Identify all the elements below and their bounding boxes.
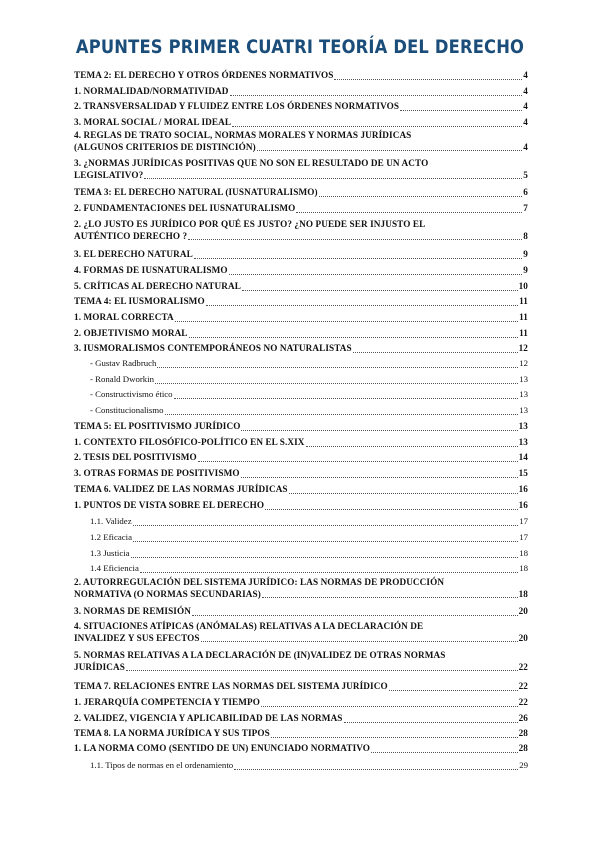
- toc-page-number: 20: [518, 632, 528, 643]
- dot-leader: [241, 477, 518, 478]
- toc-page-number: 5: [523, 169, 528, 180]
- toc-page-number: 18: [518, 588, 528, 599]
- toc-entry[interactable]: [74, 70, 528, 82]
- toc-entry-title: 4. FORMAS DE IUSNATURALISMO: [74, 265, 228, 275]
- toc-entry-title: 2. TRANSVERSALIDAD Y FLUIDEZ ENTRE LOS ÓRDENES NORMATIVOS: [74, 101, 400, 111]
- toc-entry-title-line1: 2. ¿LO JUSTO ES JURÍDICO POR QUÉ ES JUSTO? ¿NO PUEDE SER INJUSTO EL: [74, 219, 426, 229]
- toc-entry[interactable]: [74, 86, 528, 98]
- toc-entry-title: - Constructivismo ético: [90, 389, 173, 399]
- toc-page-number: 26: [518, 713, 528, 723]
- dot-leader: [257, 150, 523, 151]
- toc-entry[interactable]: [74, 577, 528, 600]
- toc-page-number: 18: [519, 563, 528, 573]
- dot-leader: [271, 737, 518, 738]
- toc-page-number: 11: [519, 296, 528, 306]
- toc-page-number: 13: [519, 374, 528, 384]
- toc-entry-title: 5. CRÍTICAS AL DERECHO NATURAL: [74, 281, 241, 291]
- toc-page-number: 9: [523, 249, 528, 259]
- toc-entry[interactable]: [74, 265, 528, 277]
- toc-entry-title: (ALGUNOS CRITERIOS DE DISTINCIÓN): [74, 141, 256, 152]
- toc-page-number: 22: [518, 681, 528, 691]
- dot-leader: [206, 305, 518, 306]
- toc-entry-title: TEMA 3: EL DERECHO NATURAL (IUSNATURALISMO): [74, 187, 318, 197]
- toc-page-number: 12: [518, 343, 528, 353]
- toc-page-number: 12: [519, 358, 528, 368]
- toc-entry-title: 1.1. Validez: [90, 516, 132, 526]
- toc-entry[interactable]: [74, 117, 528, 129]
- toc-entry[interactable]: [74, 437, 528, 449]
- toc-page-number: 16: [518, 500, 528, 510]
- toc-page-number: 28: [518, 728, 528, 738]
- toc-entry-title: 2. FUNDAMENTACIONES DEL IUSNATURALISMO: [74, 203, 296, 213]
- toc-entry[interactable]: [74, 130, 528, 153]
- toc-entry-title: 1. LA NORMA COMO (SENTIDO DE UN) ENUNCIADO NORMATIVO: [74, 743, 371, 753]
- toc-entry[interactable]: [90, 548, 528, 560]
- toc-entry[interactable]: [74, 281, 528, 293]
- toc-page-number: 22: [518, 661, 528, 672]
- toc-entry[interactable]: [74, 452, 528, 464]
- toc-entry[interactable]: [74, 101, 528, 113]
- toc-entry[interactable]: [74, 312, 528, 324]
- toc-entry-title: 3. MORAL SOCIAL / MORAL IDEAL: [74, 117, 232, 127]
- toc-page-number: 4: [523, 86, 528, 96]
- dot-leader: [334, 79, 522, 80]
- toc-entry-title: TEMA 8. LA NORMA JURÍDICA Y SUS TIPOS: [74, 728, 270, 738]
- dot-leader: [155, 383, 518, 384]
- toc-entry[interactable]: [74, 421, 528, 433]
- dot-leader: [174, 398, 519, 399]
- toc-entry-title: JURÍDICAS: [74, 661, 125, 672]
- dot-leader: [165, 414, 519, 415]
- toc-entry-title: AUTÉNTICO DERECHO ?: [74, 230, 188, 241]
- toc-page-number: 9: [523, 265, 528, 275]
- dot-leader: [229, 274, 523, 275]
- toc-entry-title: 3. NORMAS DE REMISIÓN: [74, 606, 191, 616]
- toc-entry[interactable]: [74, 219, 528, 242]
- toc-entry-title: 3. OTRAS FORMAS DE POSITIVISMO: [74, 468, 240, 478]
- dot-leader: [230, 95, 523, 96]
- toc-entry-title: 2. TESIS DEL POSITIVISMO: [74, 452, 197, 462]
- toc-page-number: 22: [518, 697, 528, 707]
- toc-entry-title: 1.4 Eficiencia: [90, 563, 139, 573]
- toc-entry[interactable]: [74, 713, 528, 725]
- dot-leader: [157, 367, 518, 368]
- dot-leader: [133, 541, 518, 542]
- toc-entry-title: INVALIDEZ Y SUS EFECTOS: [74, 632, 200, 643]
- toc-entry[interactable]: [74, 681, 528, 693]
- toc-entry[interactable]: [90, 374, 528, 386]
- dot-leader: [194, 258, 522, 259]
- dot-leader: [265, 509, 518, 510]
- dot-leader: [232, 126, 522, 127]
- toc-entry[interactable]: [90, 563, 528, 575]
- toc-entry-title: 1. CONTEXTO FILOSÓFICO-POLÍTICO EN EL S.XIX: [74, 437, 305, 447]
- toc-page-number: 13: [519, 389, 528, 399]
- toc-entry[interactable]: [74, 697, 528, 709]
- dot-leader: [198, 461, 518, 462]
- dot-leader: [371, 752, 518, 753]
- dot-leader: [262, 597, 518, 598]
- toc-entry-title-line1: 5. NORMAS RELATIVAS A LA DECLARACIÓN DE (IN)VALIDEZ DE OTRAS NORMAS: [74, 650, 446, 660]
- toc-page-number: 20: [518, 606, 528, 616]
- toc-entry[interactable]: [90, 516, 528, 528]
- toc-entry-title: 1. MORAL CORRECTA: [74, 312, 174, 322]
- dot-leader: [289, 493, 518, 494]
- toc-entry[interactable]: [74, 203, 528, 215]
- toc-entry[interactable]: [90, 532, 528, 544]
- dot-leader: [296, 212, 522, 213]
- toc-entry-title: LEGISLATIVO?: [74, 169, 144, 180]
- toc-page-number: 17: [519, 516, 528, 526]
- dot-leader: [133, 525, 519, 526]
- toc-entry-title: 1. PUNTOS DE VISTA SOBRE EL DERECHO: [74, 500, 265, 510]
- toc-page-number: 13: [518, 437, 528, 447]
- toc-entry[interactable]: [74, 728, 528, 740]
- dot-leader: [344, 722, 518, 723]
- toc-entry-title: - Constitucionalismo: [90, 405, 164, 415]
- toc-entry-title: TEMA 5: EL POSITIVISMO JURÍDICO: [74, 421, 241, 431]
- dot-leader: [140, 572, 518, 573]
- dot-leader: [189, 337, 519, 338]
- dot-leader: [126, 670, 518, 671]
- toc-entry-title: - Ronald Dworkin: [90, 374, 155, 384]
- dot-leader: [261, 706, 518, 707]
- toc-page-number: 8: [523, 230, 528, 241]
- document-title: APUNTES PRIMER CUATRI TEORÍA DEL DERECHO: [75, 36, 525, 58]
- toc-entry[interactable]: [74, 328, 528, 340]
- toc-entry-title: TEMA 7. RELACIONES ENTRE LAS NORMAS DEL SISTEMA JURÍDICO: [74, 681, 388, 691]
- toc-page-number: 13: [519, 405, 528, 415]
- dot-leader: [201, 641, 518, 642]
- toc-entry-title: 1.3 Justicia: [90, 548, 130, 558]
- toc-entry-title: - Gustav Radbruch: [90, 358, 157, 368]
- toc-page-number: 11: [519, 312, 528, 322]
- dot-leader: [234, 769, 518, 770]
- toc-entry-title: 1. NORMALIDAD/NORMATIVIDAD: [74, 86, 229, 96]
- toc-entry-title: 2. VALIDEZ, VIGENCIA Y APLICABILIDAD DE LAS NORMAS: [74, 713, 343, 723]
- toc-entry[interactable]: [74, 650, 528, 673]
- toc-entry[interactable]: [74, 500, 528, 512]
- toc-entry[interactable]: [74, 343, 528, 355]
- dot-leader: [175, 321, 518, 322]
- dot-leader: [389, 690, 518, 691]
- toc-entry-title-line1: 3. ¿NORMAS JURÍDICAS POSITIVAS QUE NO SON EL RESULTADO DE UN ACTO: [74, 158, 429, 168]
- dot-leader: [192, 615, 518, 616]
- toc-entry-title-line1: 2. AUTORREGULACIÓN DEL SISTEMA JURÍDICO: LAS NORMAS DE PRODUCCIÓN: [74, 577, 445, 587]
- dot-leader: [144, 178, 522, 179]
- toc-page-number: 10: [518, 281, 528, 291]
- toc-entry-title: 2. OBJETIVISMO MORAL: [74, 328, 188, 338]
- toc-page-number: 4: [523, 70, 528, 80]
- toc-page-number: 15: [518, 468, 528, 478]
- toc-page-number: 11: [519, 328, 528, 338]
- toc-entry[interactable]: [74, 606, 528, 618]
- dot-leader: [400, 110, 522, 111]
- dot-leader: [241, 430, 517, 431]
- dot-leader: [131, 557, 519, 558]
- toc-page-number: 13: [518, 421, 528, 431]
- toc-entry[interactable]: [74, 468, 528, 480]
- toc-entry[interactable]: [74, 296, 528, 308]
- toc-entry-title-line1: 4. SITUACIONES ATÍPICAS (ANÓMALAS) RELATIVAS A LA DECLARACIÓN DE: [74, 621, 424, 631]
- toc-page-number: 28: [518, 743, 528, 753]
- dot-leader: [242, 290, 518, 291]
- toc-entry[interactable]: [90, 358, 528, 370]
- dot-leader: [319, 196, 523, 197]
- toc-entry-title: 1.1. Tipos de normas en el ordenamiento: [90, 760, 234, 770]
- toc-entry-title: TEMA 4: EL IUSMORALISMO: [74, 296, 205, 306]
- dot-leader: [188, 239, 522, 240]
- toc-entry[interactable]: [74, 743, 528, 755]
- toc-page-number: 18: [519, 548, 528, 558]
- toc-page-number: 4: [523, 141, 528, 152]
- toc-entry-title: NORMATIVA (O NORMAS SECUNDARIAS): [74, 588, 261, 599]
- toc-page-number: 7: [523, 203, 528, 213]
- toc-page-number: 6: [523, 187, 528, 197]
- toc-page-number: 16: [518, 484, 528, 494]
- toc-entry[interactable]: [74, 249, 528, 261]
- toc-entry-title: 3. EL DERECHO NATURAL: [74, 249, 193, 259]
- toc-page-number: 4: [523, 101, 528, 111]
- toc-page-number: 14: [518, 452, 528, 462]
- dot-leader: [306, 446, 518, 447]
- toc-entry[interactable]: [74, 187, 528, 199]
- toc-entry-title: 1. JERARQUÍA COMPETENCIA Y TIEMPO: [74, 697, 260, 707]
- toc-entry[interactable]: [74, 158, 528, 181]
- toc-page-number: 29: [519, 760, 528, 770]
- toc-entry[interactable]: [90, 389, 528, 401]
- toc-entry[interactable]: [90, 760, 528, 772]
- toc-entry[interactable]: [74, 621, 528, 644]
- toc-entry[interactable]: [90, 405, 528, 417]
- toc-entry-title-line1: 4. REGLAS DE TRATO SOCIAL, NORMAS MORALES Y NORMAS JURÍDICAS: [74, 130, 412, 140]
- toc-page-number: 17: [519, 532, 528, 542]
- toc-entry-title: TEMA 2: EL DERECHO Y OTROS ÓRDENES NORMATIVOS: [74, 70, 334, 80]
- toc-entry[interactable]: [74, 484, 528, 496]
- toc-entry-title: TEMA 6. VALIDEZ DE LAS NORMAS JURÍDICAS: [74, 484, 288, 494]
- toc-entry-title: 3. IUSMORALISMOS CONTEMPORÁNEOS NO NATURALISTAS: [74, 343, 352, 353]
- dot-leader: [353, 352, 518, 353]
- toc-entry-title: 1.2 Eficacia: [90, 532, 133, 542]
- toc-page-number: 4: [523, 117, 528, 127]
